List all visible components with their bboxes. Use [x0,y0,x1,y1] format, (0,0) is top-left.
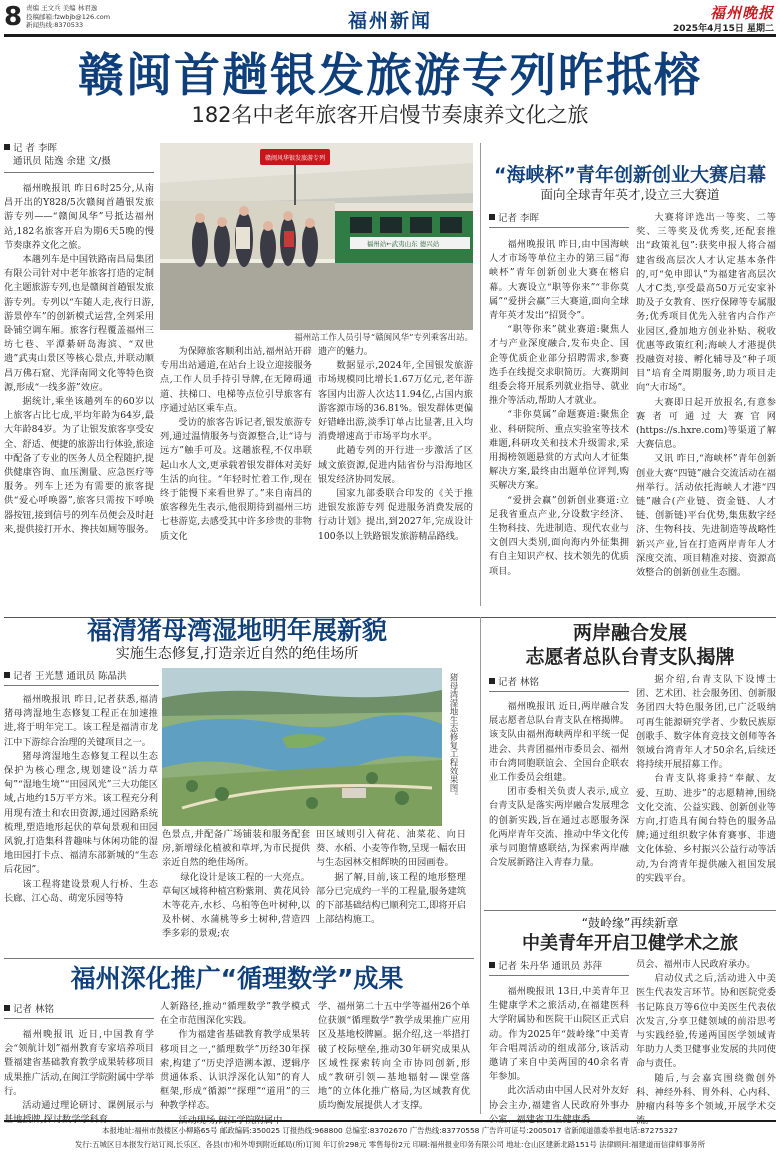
byline-rule [4,1018,154,1019]
square-icon [489,678,495,684]
paragraph: “职等你来”就业赛道:聚焦人才与产业深度融合,发布央企、国企等优质企业部分招聘需求,参赛选手在线提交求职简历。大赛期间组委会将开展系列就业指导、就业推介等活动,帮助人才就业。 [489,324,629,407]
masthead-rule [4,34,776,37]
byline-rule [489,691,629,692]
byline-line: 通讯员 陆逸 余建 文/摄 [13,156,111,167]
haixia-byline: 记者 李晖 [489,212,539,225]
train-sign-text: 福州站←武夷山东 德兴站 [366,240,440,248]
shuxue-col1 [4,1028,154,1126]
paragraph: 国家九部委联合印发的《关于推进银发旅游专列 促进服务消费发展的行动计划》提出,到2027年,完成设计100条以上铁路银发旅游精品路线。 [318,488,473,542]
lead-col1 [4,182,154,617]
paragraph: 色景点,并配备广场铺装和服务配套房,新增绿化植被和草坪,为市民提供亲近自然的绝佳场所。 [162,829,310,869]
square-icon [489,962,495,968]
paragraph: 福州晚报讯 13日,中美青年卫生健康学术之旅活动,在福建医科大学附属协和医院干山院区正式启动。作为2025年“鼓岭缘”中美青年合唱周活动的组成部分,该活动邀请了来自中美两国的40余名青年参加。 [489,986,629,1083]
station-photo-illustration [160,143,473,330]
lead-byline [4,142,154,168]
byline-rule [4,172,154,173]
paragraph: 福州晚报讯 昨日,记者获悉,福清猪母湾湿地生态修复工程正在加速推进,将于明年完工。该工程是福清市龙江中下游综合治理的关键项目之一。 [4,694,158,748]
wetland-photo-caption: 猪母湾湿地生态修复工程效果图。 [448,673,458,801]
editor-line: 新闻热线:8370533 [26,21,84,29]
taiwan-headline-1: 两岸融合发展 [572,622,687,644]
haixia-headline: “海峡杯”青年创新创业大赛启幕 [494,164,766,186]
paragraph: 绿化设计是该工程的一大亮点。草甸区域将种植宫粉紫荆、黄花风铃木等花卉,水杉、乌桕等色叶树种,以及朴树、水蒲桃等乡土树种,营造四季多彩的景观;农 [162,871,310,940]
paragraph: 学、福州第二十五中学等福州26个单位获颁“循理数学”教学成果推广应用区及基地校牌匾。据介绍,这一举措打破了校际壁垒,推动30年研究成果从区域性探索转向全市协同创新,形成“教研引领—基地辐射—课堂落地”的立体化推广格局,为区域教育优质均衡发展提供人才支撑。 [318,1001,470,1112]
byline-rule [489,227,629,228]
paragraph: 福州晚报讯 昨日6时25分,从南昌开出的Y828/5次赣闽首趟银发旅游专列——“赣闽风华”号抵达福州站,182名旅客开启为期6天5晚的慢节奏康养文化之旅。 [4,183,154,251]
paragraph: 随后,与会嘉宾围绕微创外科、神经外科、胃外科、心内科、肿瘤内科等多个领域,开展学术交流。 [636,1072,776,1127]
square-icon [4,672,10,678]
paragraph: 为保障旅客顺利出站,福州站开辟专用出站通道,在站台上设立迎接服务点,工作人员手持引导牌,在无障碍通道、扶梯口、电梯等点位引导旅客有序通过站区乘车点。 [160,346,312,414]
shuxue-col3 [318,1000,470,1114]
paragraph: 据了解,目前,该工程的地形整理部分已完成约一半的工程量,服务建筑的下部基础结构已顺利完工,即将开启上部结构施工。 [316,871,466,926]
lead-col2 [160,345,312,617]
byline-rule [4,685,159,686]
wetland-byline: 记者 王光慧 通讯员 陈晶洪 [4,670,159,683]
paragraph: 活动通过理论研讨、课例展示与基地授牌,探讨数学学科育 [4,1100,154,1126]
haixia-col2 [636,211,776,608]
paragraph: 启动仪式之后,活动进入中美医生代表发言环节。协和医院党委书记陈良万等6位中美医生代表依次发言,分享卫健领域的前沿思考与实践经验,传递两国医学领域青年助力人类卫健事业发展的共同使命与责任。 [636,973,776,1070]
square-icon [489,214,495,220]
paragraph: “非你莫属”命题赛道:聚焦企业、科研院所、重点实验室等技术难题,科研攻关和技术升级需求,采用揭榜领题悬赏的方式向人才征集解决方案,最终由出题单位评判,购买解决方案。 [489,409,629,492]
editor-line: 投稿邮箱:fzwbjb@126.com [26,12,111,21]
paragraph: 据介绍,台青支队下设博士团、艺术团、社会服务团、创新服务团四大特色服务团,已广泛吸纳可再生能源研究学者、少数民族原创歌手、数字体育竞技文创师等各领域台湾青年人才50余名,后续还将持续开展招募工作。 [636,674,776,771]
paragraph: 又讯 昨日,“海峡杯”青年创新创业大赛“四链”融合交流活动在福州举行。活动依托海峡人才港“四链”融合(产业链、资金链、人才链、创新链)平台优势,集焦数字经济、生物科技、先进制造等战略性新兴产业,旨在打造两岸青年人才深度交流、项目精准对接、资源高效整合的创新创业生态圈。 [636,453,776,579]
paragraph: 大赛将评选出一等奖、二等奖、三等奖及优秀奖,还配套推出“政策礼包”:获奖申报人将合福建省级高层次人才认定基本条件的,可“免申即认”为福建省高层次人才C类,享受最高50万元安家补助及子女教育、医疗保障等专属服务;优秀项目优先入驻省内合作产业园区,叠加地方创业补贴、税收优惠等政策红利;海峡人才港提供投融资对接、孵化辅导及“种子项目”培育全周期服务,助力项目走向“大市场”。 [636,212,776,394]
paragraph: “爱拼会赢”创新创业赛道:立足我省重点产业,分设数字经济、生物科技、先进制造、现代农业与文创四大类别,面向海内外征集拥有自主知识产权、技术领先的优质项目。 [489,494,629,577]
footer-line-2: 发行:五城区日本报发行站订阅,长乐区、各县(市)和外埠到附近邮局(所)订阅 年订价298元 零售每份2元 印刷:福州报业印务有限公司 地址:仓山区建新北路151号 法律顾问:福建道而信律师事务所 [74,1140,706,1149]
haixia-col1 [489,238,629,608]
wetland-col3 [316,828,466,956]
paragraph: 人新路径,推动“循理数学”教学模式在全市范围深化实践。 [160,1001,310,1027]
paragraph: 此趟专列的开行进一步激活了区域文旅资源,促进内陆省份与沿海地区银发经济协同发展。 [318,445,473,485]
paragraph: 猪母湾湿地生态修复工程以生态保护为核心理念,规划建设“活力草甸”“湿地生境”“田园风光”三大功能区域,占地约15万平方米。该工程充分利用现有渣土和农田资源,通过园路系统梳理,塑造地形起伏的草甸景观和田园风貌,打造集科普趣味与休闲功能的湿地田园打卡点、福清东部新城的“生态后花园”。 [4,750,158,876]
editor-line: 责编 王文兵 美编 林君逸 [26,4,98,12]
shuxue-col2 [160,1000,310,1126]
paragraph: 大赛即日起开放报名,有意参赛者可通过大赛官网(https://s.hxre.com)等渠道了解大赛信息。 [636,396,776,451]
paragraph: 台青支队将秉持“奉献、友爱、互助、进步”的志愿精神,围绕文化交流、公益实践、创新创业等方向,打造具有闽台特色的服务品牌;通过组织数字体育赛事、非遗文化体验、乡村振兴公益行动等活动,为台湾青年提供融入祖国发展的实践平台。 [636,773,776,884]
paragraph: 受访的旅客告诉记者,银发旅游专列,通过温情服务与资源整合,让“诗与远方”触手可及。这趟旅程,不仅串联起山水人文,更承载着银发群体对美好生活的向往。“年轻时忙着工作,现在终于能慢下来看世界了。”来自南昌的旅客穆先生表示,他很期待到福州三坊七巷游览,去感受其中许多珍贵的非物质文化 [160,417,312,542]
paragraph: 遗产的魅力。 [318,346,374,357]
paragraph: 该工程将建设景观人行桥、生态长廊、江心岛、萌宠乐园等特 [4,878,158,904]
wetland-col2 [162,828,310,956]
lead-photo-caption: 福州站工作人员引导“赣闽风华”专列乘客出站。 [294,333,473,343]
youth-byline: 记者 朱丹华 通讯员 苏萍 [489,960,602,973]
lead-photo [160,143,473,330]
taiwan-col2 [636,673,776,909]
lead-headline: 赣闽首趟银发旅游专列昨抵榕 [78,48,702,102]
paragraph: 数据显示,2024年,全国银发旅游市场规模同比增长1.67万亿元,老年游客国内出游人次达11.94亿,占国内旅游客源市场的36.81%。银发群体更偏好错峰出游,淡季订单占比显著,且入均消费增速高于市场平均水平。 [318,360,473,443]
wetland-headline: 福清猪母湾湿地明年展新貌 [86,616,387,645]
section-rule [4,958,474,959]
logo: 福州晚报 [709,4,774,22]
lead-subhead: 182名中老年旅客开启慢节奏康养文化之旅 [191,103,589,127]
page-number: 8 [4,2,23,32]
photo-sign-text: 赣闽风华银发旅游专列 [264,155,326,162]
youth-headline: 中美青年开启卫健学术之旅 [522,933,738,954]
paragraph: 此次活动由中国人民对外友好协会主办,福建省人民政府外事办公室、福建省卫生健康委 [489,1085,629,1125]
lead-col3 [318,345,473,595]
wetland-col1 [4,693,158,956]
paragraph: 田区域则引入荷花、油菜花、向日葵、水稻、小麦等作物,呈现一幅农田与生态园林交相辉映的田园画卷。 [316,829,466,869]
paragraph: 团市委相关负责人表示,成立台青支队是落实两岸融合发展理念的创新实践,旨在通过志愿服务深化两岸青年交流、推动中华文化传承与同胞情感联结,为探索两岸融合发展新路注入青春力量。 [489,786,629,869]
paragraph: 本趟列车是中国铁路南昌局集团有限公司针对中老年旅客打造的定制化主题旅游专列,也是赣闽首趟银发旅游专列。专列以“车随人走,夜行日游,游景停车”的创新模式运营,全列采用卧铺空调车厢。旅客行程覆盖福州三坊七巷、平潭綦研岛海滨、“双世遗”武夷山景区等核心景点,并联动顺昌万佛石窟、光泽南岡文化等特色资源,形成“一线多游”效应。 [4,254,154,393]
footer-rule [4,1120,776,1122]
section-rule [484,910,776,911]
taiwan-col1 [489,700,629,907]
paragraph: 员会、福州市人民政府承办。 [636,959,756,970]
paragraph: 据统计,乘坐该趟列车的60岁以上旅客占比七成,平均年龄为64岁,最大年龄84岁。为了让银发旅客享受安全、舒适、便捷的旅游出行体验,旅途中配备了专业的医务人员全程随护,提供健康咨询、血压测量、应急医疗等服务。列车上还为有需要的旅客提供“爱心呼唤器”,旅客只需按下呼唤器按钮,接到信号的列车员便会及时赶来,提供接打开水、搀扶如厕等服务。 [4,396,154,535]
taiwan-byline: 记者 林铭 [489,676,539,689]
haixia-subhead: 面向全球青年英才,设立三大赛道 [540,187,720,202]
section-title: 福州新闻 [347,10,432,32]
wetland-aerial-rendering [162,668,442,826]
youth-kicker: “鼓岭缘”再续新章 [581,916,679,930]
youth-col2 [636,958,776,1127]
footer-line-1: 本报地址:福州市鼓楼区小柳路65号 邮政编码:350025 订报热线:968800 总编室:83702670 广告热线:83770558 广告许可证号:2005017 省新闻道德委举报电话:87275327 [102,1126,678,1135]
wetland-subhead: 实施生态修复,打造亲近自然的绝佳场所 [115,646,359,662]
youth-col1 [489,985,629,1125]
byline-rule [489,975,629,976]
square-icon [4,1005,10,1011]
taiwan-headline-2: 志愿者总队台青支队揭牌 [525,646,735,668]
shuxue-byline: 记者 林铭 [4,1003,54,1016]
column-divider [480,143,481,606]
wetland-photo [162,668,442,826]
column-divider [480,617,481,1114]
byline-line: 记 者 李晖 [4,142,154,155]
paragraph: 福州晚报讯 近日,中国教育学会“领航计划”福州教育专家培养项目暨福建省基础教育教学成果转移项目成果推广活动,在闽江学院附属中学举行。 [4,1029,154,1097]
paragraph: 作为福建省基础教育教学成果转移项目之一,“循理数学”历经30年探索,构建了“历史浮造溯本源、逻辑序贯通体系、认识浮深化认知”的育人框架,形成“循源”“探理”“道用”的三种教学样态。 [160,1029,310,1112]
paragraph: 福州晚报讯 昨日,由中国海峡人才市场等单位主办的第三届“海峡杯”青年创新创业大赛在榕启幕。大赛设立“职等你来”“非你莫属”“爱拼会赢”三大赛道,面向全球青年英才发出“招贤令”。 [489,239,629,322]
shuxue-headline: 福州深化推广“循理数学”成果 [70,964,404,993]
square-icon [4,144,10,150]
issue-date: 2025年4月15日 星期二 [673,24,774,34]
paragraph: 活动现场,闽江学院附属中 [178,1114,283,1126]
paragraph: 福州晚报讯 近日,两岸融合发展志愿者总队台青支队在榕揭牌。该支队由福州海峡两岸和平统一促进会、共青团福州市委员会、福州市台湾同胞联谊会、全国台企联农业工作委员会组建。 [489,701,629,784]
